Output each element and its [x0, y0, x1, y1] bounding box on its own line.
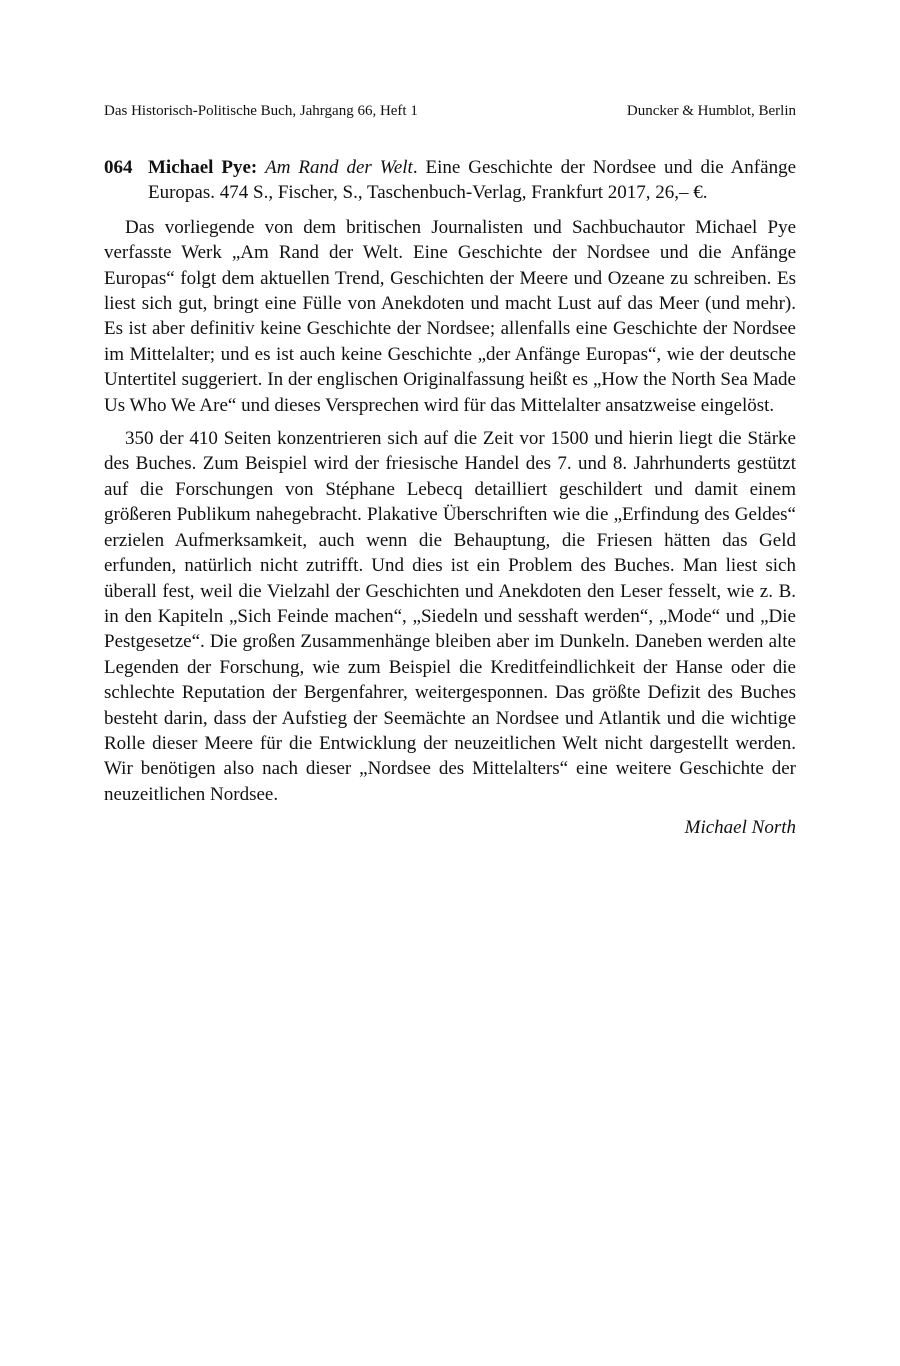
book-title: Am Rand der Welt: [265, 157, 413, 178]
review-paragraph: 350 der 410 Seiten konzentrieren sich auf die Zeit vor 1500 und hierin liegt die Stärke des Buches. Zum Beispiel wird der friesische Handel des 7. und 8. Jahrhunderts gestützt auf die Forschungen von Stéphane Lebecq detailliert geschildert und damit einem größeren Publikum nahegebracht. Plakative Überschriften wie die „Erfindung des Geldes“ erzielen Aufmerksamkeit, auch wenn die Behauptung, die Friesen hätten das Geld erfunden, natürlich nicht zutrifft. Und dies ist ein Problem des Buches. Man liest sich überall fest, weil die Vielzahl der Geschichten und Anekdoten den Leser fesselt, wie z. B. in den Kapiteln „Sich Feinde machen“, „Siedeln und sesshaft werden“, „Mode“ und „Die Pestgesetze“. Die großen Zusammenhänge bleiben aber im Dunkeln. Daneben werden alte Legenden der Forschung, wie zum Beispiel die Kreditfeindlichkeit der Hanse oder die schlechte Reputation der Bergenfahrer, weitergesponnen. Das größte Defizit des Buches besteht darin, dass der Aufstieg der Seemächte an Nordsee und Atlantik und die wichtige Rolle dieser Meere für die Entwicklung der neuzeitlichen Welt nicht dargestellt werden. Wir benötigen also nach dieser „Nordsee des Mittelalters“ eine weitere Geschichte der neuzeitlichen Nordsee.: [104, 428, 796, 805]
page: [104, 0, 796, 1366]
entry-number: 064: [104, 157, 133, 178]
citation-details: . Eine Geschichte der Nordsee und die Anfänge Europas. 474 S., Fischer, S., Taschenbuch-Verlag, Frankfurt 2017, 26,– €.: [148, 157, 797, 204]
review-entry: [104, 155, 796, 841]
journal-title: Das Historisch-Politische Buch, Jahrgang 66, Heft 1: [104, 103, 418, 119]
entry-heading: [104, 155, 796, 206]
book-citation: [148, 155, 796, 206]
running-header: [104, 101, 796, 121]
book-author: Michael Pye:: [148, 157, 258, 178]
reviewer-name: Michael North: [684, 817, 796, 839]
publisher: Duncker & Humblot, Berlin: [626, 103, 796, 119]
review-paragraph: Das vorliegende von dem britischen Journalisten und Sachbuchautor Michael Pye verfasste Werk „Am Rand der Welt. Eine Geschichte der Nordsee und die Anfänge Europas“ folgt dem aktuellen Trend, Geschichten der Meere und Ozeane zu schreiben. Es liest sich gut, bringt eine Fülle von Anekdoten und macht Lust auf das Meer (und mehr). Es ist aber definitiv keine Geschichte der Nordsee; allenfalls eine Geschichte der Nordsee im Mittelalter; und es ist auch keine Geschichte „der Anfänge Europas“, wie der deutsche Untertitel suggeriert. In der englischen Originalfassung heißt es „How the North Sea Made Us Who We Are“ und dieses Versprechen wird für das Mittelalter ansatzweise eingelöst.: [104, 216, 796, 416]
